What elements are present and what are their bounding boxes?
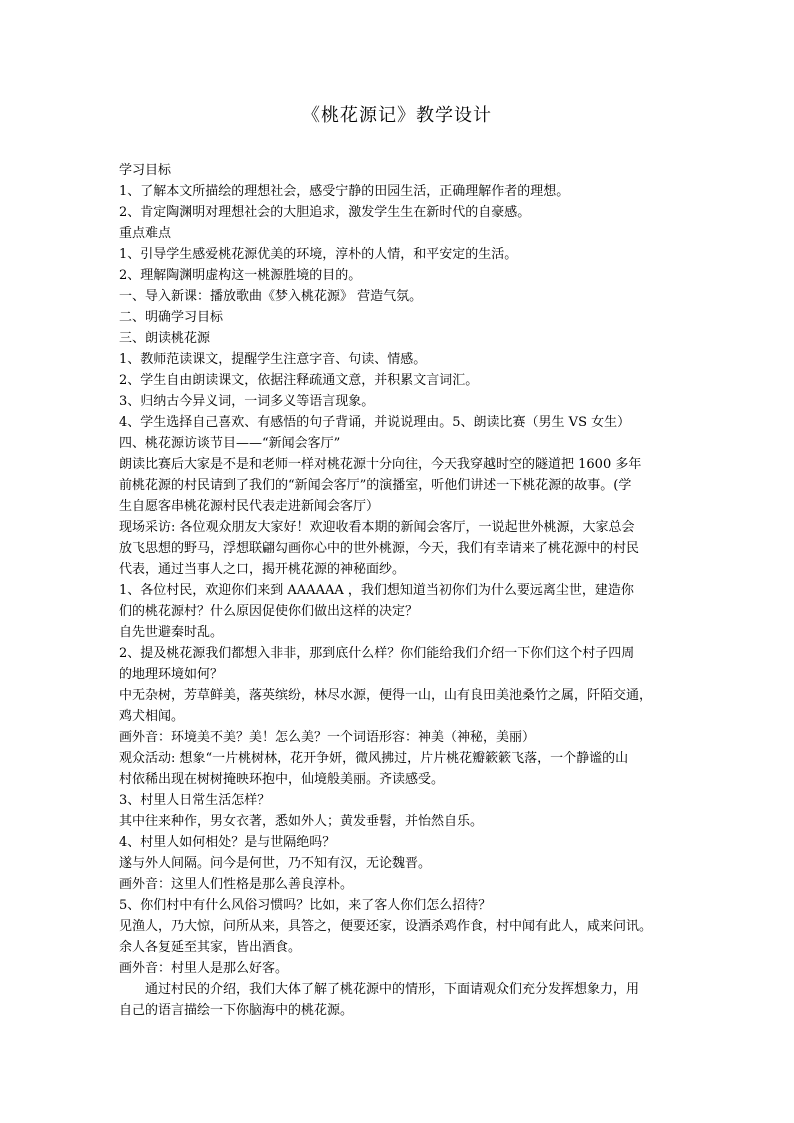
text-line: 村依稀出现在树树掩映环抱中，仙境般美丽。齐读感受。 (119, 772, 445, 787)
text-line: 们的桃花源村？什么原因促使你们做出这样的决定？ (119, 604, 419, 619)
text-line: 画外音：村里人是那么好客。 (119, 961, 289, 976)
document-title: 《桃花源记》教学设计 (302, 105, 492, 126)
text-line: 二、明确学习目标 (119, 310, 224, 325)
text-line: 重点难点 (119, 226, 172, 241)
text-line: 1、引导学生感爱桃花源优美的环境，淳朴的人情，和平安定的生活。 (119, 247, 518, 262)
text-line: 现场采访: 各位观众朋友大家好！欢迎收看本期的新闻会客厅，一说起世外桃源，大家总会 (119, 520, 635, 535)
text-line: 余人各复延至其家，皆出酒食。 (119, 940, 302, 955)
text-line: 3、归纳古今异义词，一词多义等语言现象。 (119, 394, 375, 409)
text-line: 4、学生选择自己喜欢、有感悟的句子背诵，并说说理由。5、朗读比赛（男生 VS 女生） (119, 415, 631, 430)
text-line: 自先世避秦时乱。 (119, 625, 224, 640)
text-line: 2、提及桃花源我们都想入非非，那到底什么样？你们能给我们介绍一下你们这个村子四周 (119, 646, 635, 661)
text-line: 三、朗读桃花源 (119, 331, 211, 346)
text-line: 5、你们村中有什么风俗习惯吗？比如，来了客人你们怎么招待？ (119, 898, 492, 913)
text-line: 其中往来种作，男女衣著，悉如外人；黄发垂髫，并怡然自乐。 (119, 814, 484, 829)
text-line: 一、导入新课：播放歌曲《梦入桃花源》 营造气氛。 (119, 289, 423, 304)
text-line: 朗读比赛后大家是不是和老师一样对桃花源十分向往，今天我穿越时空的隧道把 1600 多年 (119, 457, 642, 472)
text-line: 遂与外人间隔。问今是何世，乃不知有汉，无论魏晋。 (119, 856, 432, 871)
text-line: 中无杂树，芳草鲜美，落英缤纷，林尽水源，便得一山，山有良田美池桑竹之属，阡陌交通， (119, 688, 653, 703)
text-line: 1、教师范读课文，提醒学生注意字音、句读、情感。 (119, 352, 427, 367)
text-line: 生自愿客串桃花源村民代表走进新闻会客厅） (119, 499, 380, 514)
text-line: 代表，通过当事人之口，揭开桃花源的神秘面纱。 (119, 562, 406, 577)
text-line: 放飞思想的野马，浮想联翩勾画你心中的世外桃源，今天，我们有幸请来了桃花源中的村民 (119, 541, 640, 556)
text-line: 学习目标 (119, 163, 172, 178)
text-line: 通过村民的介绍，我们大体了解了桃花源中的情形，下面请观众们充分发挥想象力，用 (119, 982, 640, 997)
text-line: 1、各位村民，欢迎你们来到 AAAAAA ，我们想知道当初你们为什么要远离尘世，建造你 (119, 583, 634, 598)
text-line: 前桃花源的村民请到了我们的“新闻会客厅”的演播室，听他们讲述一下桃花源的故事。(学 (119, 478, 632, 493)
text-line: 2、学生自由朗读课文，依据注释疏通文意，并积累文言词汇。 (119, 373, 479, 388)
text-line: 画外音：环境美不美？美！怎么美？一个词语形容：神美（神秘，美丽） (119, 730, 536, 745)
text-line: 见渔人，乃大惊，问所从来，具答之，便要还家，设酒杀鸡作食，村中闻有此人，咸来问讯。 (119, 919, 653, 934)
text-line: 鸡犬相闻。 (119, 709, 185, 724)
text-line: 画外音：这里人们性格是那么善良淳朴。 (119, 877, 354, 892)
text-line: 2、理解陶渊明虚构这一桃源胜境的目的。 (119, 268, 362, 283)
text-line: 2、肯定陶渊明对理想社会的大胆追求，激发学生生在新时代的自豪感。 (119, 205, 531, 220)
text-line: 自己的语言描绘一下你脑海中的桃花源。 (119, 1003, 354, 1018)
text-line: 的地理环境如何？ (119, 667, 224, 682)
text-line: 1、了解本文所描绘的理想社会，感受宁静的田园生活，正确理解作者的理想。 (119, 184, 570, 199)
text-line: 3、村里人日常生活怎样？ (119, 793, 271, 808)
text-line: 四、桃花源访谈节目——“新闻会客厅” (119, 436, 341, 451)
text-line: 4、村里人如何相处？是与世隔绝吗？ (119, 835, 336, 850)
text-line: 观众活动: 想象“一片桃树林，花开争妍，微风拂过，片片桃花瓣簌簌飞落，一个静谧的山 (119, 751, 629, 766)
document-body (119, 160, 679, 1021)
